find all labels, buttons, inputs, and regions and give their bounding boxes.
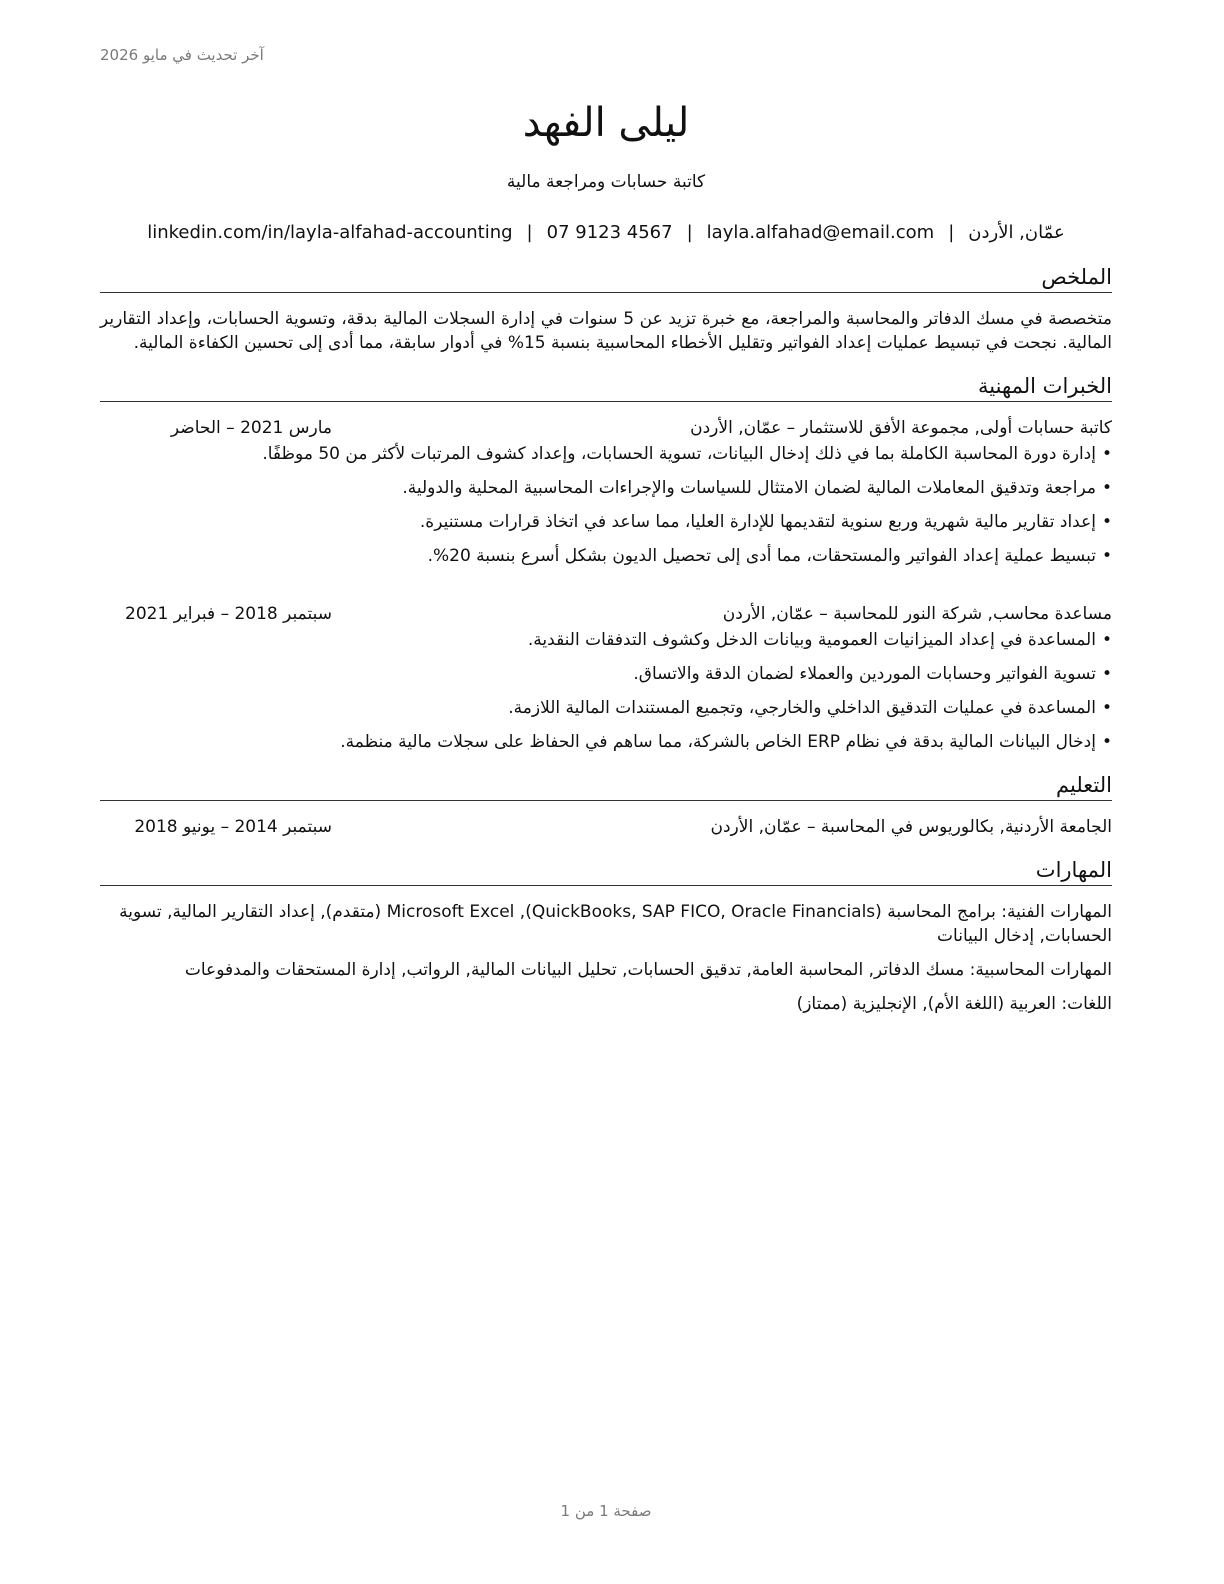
summary-heading: الملخص	[100, 262, 1112, 293]
job-entry	[100, 416, 1112, 568]
job-entry	[100, 602, 1112, 754]
contact-email[interactable]: layla.alfahad@email.com	[706, 222, 935, 243]
job-bullet: • إدخال البيانات المالية بدقة في نظام ERP الخاص بالشركة، مما ساهم في الحفاظ على سجلات مالية منظمة.	[100, 730, 1112, 754]
job-bullet: • مراجعة وتدقيق المعاملات المالية لضمان الامتثال للسياسات والإجراءات المحاسبية المحلية والدولية.	[100, 476, 1112, 500]
job-header	[100, 602, 1112, 626]
job-bullet: • إدارة دورة المحاسبة الكاملة بما في ذلك إدخال البيانات، تسوية الحسابات، وإعداد كشوف المرتبات لأكثر من 50 موظفًا.	[100, 442, 1112, 466]
job-bullet: • المساعدة في عمليات التدقيق الداخلي والخارجي، وتجميع المستندات المالية اللازمة.	[100, 696, 1112, 720]
contact-location: عمّان, الأردن	[968, 222, 1065, 243]
contact-line	[100, 220, 1112, 246]
last-updated-note: آخر تحديث في مايو 2026	[100, 46, 264, 64]
job-date: سبتمبر 2018 – فبراير 2021	[125, 604, 332, 624]
skills-list	[100, 900, 1112, 1016]
skill-languages: اللغات: العربية (اللغة الأم), الإنجليزية (ممتاز)	[796, 994, 1112, 1014]
job-bullet: • إعداد تقارير مالية شهرية وربع سنوية لتقديمها للإدارة العليا، مما ساعد في اتخاذ قرارات مستنيرة.	[100, 510, 1112, 534]
candidate-title: كاتبة حسابات ومراجعة مالية	[506, 172, 706, 192]
job-bullet: • تبسيط عملية إعداد الفواتير والمستحقات، مما أدى إلى تحصيل الديون بشكل أسرع بنسبة 20%.	[100, 544, 1112, 568]
skill-accounting: المهارات المحاسبية: مسك الدفاتر, المحاسبة العامة, تدقيق الحسابات, تحليل البيانات المالية, الرواتب, إدارة المستحقات والمدفوعات	[184, 960, 1112, 980]
job-header	[100, 416, 1112, 440]
job-role: كاتبة حسابات أولى, مجموعة الأفق للاستثمار – عمّان, الأردن	[690, 418, 1112, 438]
education-entry	[100, 815, 1112, 839]
contact-phone[interactable]: 07 9123 4567	[546, 222, 673, 243]
job-bullet: • المساعدة في إعداد الميزانيات العمومية وبيانات الدخل وكشوف التدفقات النقدية.	[100, 628, 1112, 652]
education-date: سبتمبر 2014 – يونيو 2018	[134, 817, 332, 837]
summary-text: متخصصة في مسك الدفاتر والمحاسبة والمراجعة، مع خبرة تزيد عن 5 سنوات في إدارة السجلات المالية بدقة، وتسوية الحسابات، وإعداد التقارير المالية. نجحت في تبسيط عمليات إعداد الفواتير وتقليل الأخطاء المحاسبية بنسبة 15% في أدوار سابقة، مما أدى إلى تحسين الكفاءة المالية.	[100, 309, 1112, 353]
contact-separator: |	[526, 222, 533, 243]
job-bullets	[100, 628, 1112, 754]
job-bullet: • تسوية الفواتير وحسابات الموردين والعملاء لضمان الدقة والاتساق.	[100, 662, 1112, 686]
education-heading: التعليم	[100, 770, 1112, 801]
contact-linkedin[interactable]: linkedin.com/in/layla-alfahad-accounting	[147, 222, 513, 243]
education-degree: الجامعة الأردنية, بكالوريوس في المحاسبة – عمّان, الأردن	[710, 817, 1112, 837]
job-bullets	[100, 442, 1112, 568]
contact-separator: |	[948, 222, 955, 243]
skill-technical: المهارات الفنية: برامج المحاسبة (QuickBooks, SAP FICO, Oracle Financials), Microsoft Excel (متقدم), إعداد التقارير المالية, تسوية الحسابات, إدخال البيانات	[119, 902, 1112, 946]
job-role: مساعدة محاسب, شركة النور للمحاسبة – عمّان, الأردن	[722, 604, 1112, 624]
experience-heading: الخبرات المهنية	[100, 371, 1112, 402]
candidate-name: ليلى الفهد	[522, 100, 690, 146]
page-number: صفحة 1 من 1	[560, 1502, 652, 1520]
resume-document	[100, 95, 1112, 1016]
skills-heading: المهارات	[100, 855, 1112, 886]
job-date: مارس 2021 – الحاضر	[170, 418, 332, 438]
contact-separator: |	[686, 222, 693, 243]
